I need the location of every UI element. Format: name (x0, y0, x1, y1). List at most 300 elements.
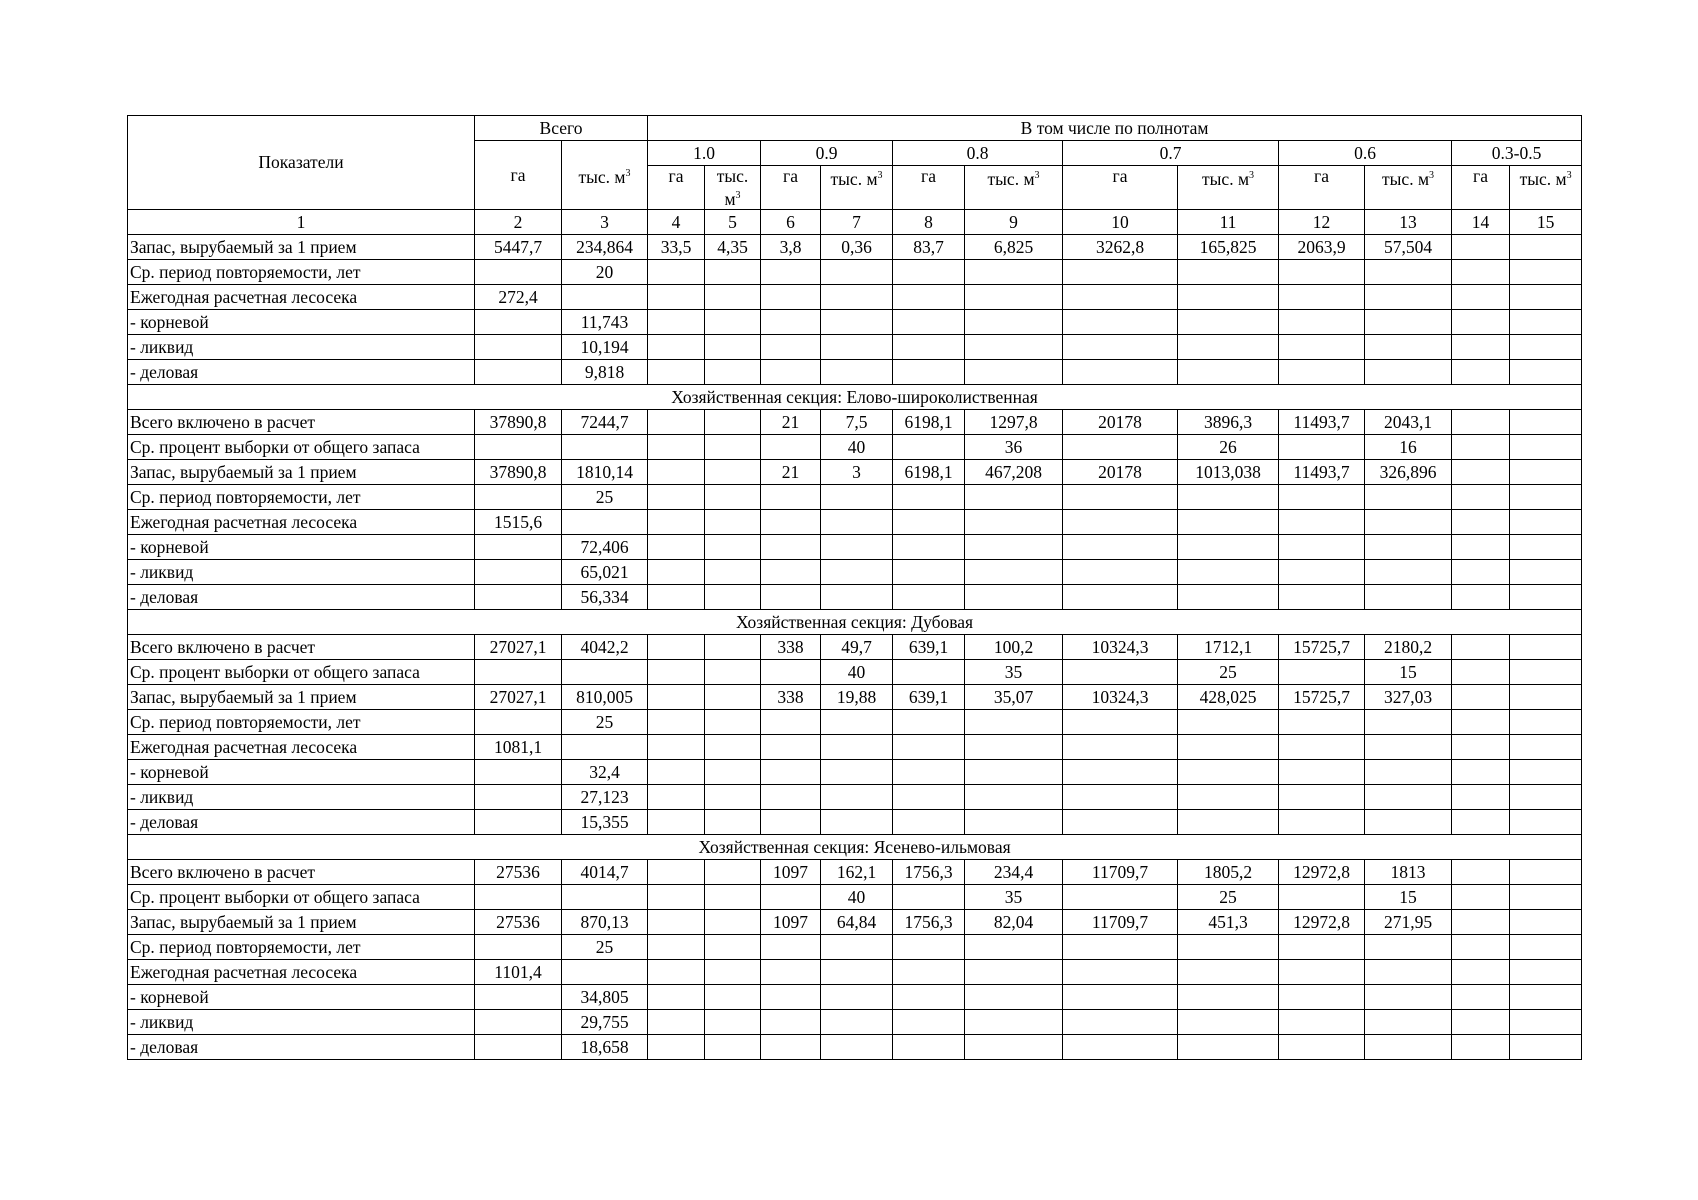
table-cell: 15,355 (562, 810, 648, 835)
table-cell (1063, 885, 1178, 910)
table-cell (761, 885, 821, 910)
table-cell (761, 535, 821, 560)
table-cell (475, 810, 562, 835)
row-label: - деловая (128, 810, 475, 835)
table-cell (1510, 360, 1582, 385)
column-number: 11 (1178, 210, 1279, 235)
table-cell (1178, 735, 1279, 760)
table-cell (648, 685, 705, 710)
table-cell (761, 310, 821, 335)
table-cell: 272,4 (475, 285, 562, 310)
table-cell (1279, 510, 1365, 535)
table-cell (648, 935, 705, 960)
table-cell (705, 960, 761, 985)
table-cell: 6198,1 (893, 460, 965, 485)
table-cell (1063, 435, 1178, 460)
table-cell (1279, 935, 1365, 960)
table-cell: 11,743 (562, 310, 648, 335)
column-number: 5 (705, 210, 761, 235)
table-cell (1279, 260, 1365, 285)
table-cell: 25 (1178, 660, 1279, 685)
table-cell (1452, 460, 1510, 485)
column-number: 6 (761, 210, 821, 235)
table-cell (761, 960, 821, 985)
table-row (128, 635, 1582, 660)
table-cell: 36 (965, 435, 1063, 460)
table-cell: 0,36 (821, 235, 893, 260)
table-cell (1063, 535, 1178, 560)
row-label: Ср. процент выборки от общего запаса (128, 660, 475, 685)
row-label: - ликвид (128, 1010, 475, 1035)
table-cell: 326,896 (1365, 460, 1452, 485)
table-cell: 65,021 (562, 560, 648, 585)
table-cell: 49,7 (821, 635, 893, 660)
table-cell (705, 435, 761, 460)
table-row (128, 285, 1582, 310)
table-cell (821, 535, 893, 560)
table-cell (475, 485, 562, 510)
table-cell (1178, 285, 1279, 310)
table-cell (1452, 710, 1510, 735)
table-cell (965, 735, 1063, 760)
row-label: Всего включено в расчет (128, 635, 475, 660)
table-cell (648, 660, 705, 685)
header-density-0-7: 0.7 (1063, 141, 1279, 166)
header-unit-vol: тыс. $м^3$ (821, 166, 893, 210)
table-cell (648, 760, 705, 785)
table-cell (1279, 735, 1365, 760)
table-cell (1452, 760, 1510, 785)
table-cell (821, 1035, 893, 1060)
table-cell (1178, 985, 1279, 1010)
table-cell (648, 735, 705, 760)
table-cell (475, 360, 562, 385)
table-cell (965, 985, 1063, 1010)
table-cell (705, 460, 761, 485)
table-cell (965, 560, 1063, 585)
table-cell (893, 710, 965, 735)
table-cell: 428,025 (1178, 685, 1279, 710)
row-label: Запас, вырубаемый за 1 прием (128, 685, 475, 710)
table-cell (562, 735, 648, 760)
row-label: Всего включено в расчет (128, 860, 475, 885)
table-cell: 3896,3 (1178, 410, 1279, 435)
table-cell (821, 1010, 893, 1035)
table-cell: 3 (821, 460, 893, 485)
table-header (128, 116, 1582, 235)
table-cell: 37890,8 (475, 460, 562, 485)
table-cell: 15 (1365, 660, 1452, 685)
table-cell (1452, 785, 1510, 810)
table-cell (893, 335, 965, 360)
table-cell (893, 585, 965, 610)
table-cell (965, 585, 1063, 610)
table-cell: 5447,7 (475, 235, 562, 260)
header-unit-ha: га (648, 166, 705, 210)
table-cell (821, 560, 893, 585)
table-cell (1279, 960, 1365, 985)
table-cell (1365, 810, 1452, 835)
table-row (128, 735, 1582, 760)
table-cell (1365, 1010, 1452, 1035)
table-cell: 40 (821, 435, 893, 460)
table-cell (1510, 510, 1582, 535)
table-cell (705, 785, 761, 810)
table-cell: 34,805 (562, 985, 648, 1010)
table-cell (761, 560, 821, 585)
table-row (128, 985, 1582, 1010)
table-cell: 1712,1 (1178, 635, 1279, 660)
table-cell (893, 285, 965, 310)
table-row (128, 435, 1582, 460)
table-row (128, 960, 1582, 985)
table-cell (1279, 660, 1365, 685)
row-label: Запас, вырубаемый за 1 прием (128, 910, 475, 935)
table-cell (893, 760, 965, 785)
table-cell (1510, 910, 1582, 935)
table-cell (1365, 935, 1452, 960)
table-cell (705, 485, 761, 510)
table-cell (1452, 985, 1510, 1010)
table-cell (1452, 635, 1510, 660)
table-cell (1452, 1035, 1510, 1060)
column-number: 8 (893, 210, 965, 235)
table-cell (965, 710, 1063, 735)
table-cell (1510, 710, 1582, 735)
table-row (128, 760, 1582, 785)
table-cell (562, 660, 648, 685)
table-cell (893, 260, 965, 285)
table-cell (1063, 985, 1178, 1010)
header-density-1-0: 1.0 (648, 141, 761, 166)
table-cell (475, 585, 562, 610)
table-cell (1365, 485, 1452, 510)
table-cell: 18,658 (562, 1035, 648, 1060)
table-row (128, 310, 1582, 335)
header-unit-ha: га (893, 166, 965, 210)
table-cell (893, 360, 965, 385)
table-cell (1452, 1010, 1510, 1035)
table-cell (1178, 260, 1279, 285)
table-cell (1063, 760, 1178, 785)
table-cell (475, 435, 562, 460)
column-number: 3 (562, 210, 648, 235)
table-cell (893, 810, 965, 835)
table-cell (761, 585, 821, 610)
header-by-density: В том числе по полнотам (648, 116, 1582, 141)
table-cell: 639,1 (893, 635, 965, 660)
table-cell (1365, 760, 1452, 785)
table-cell (648, 560, 705, 585)
row-label: Ежегодная расчетная лесосека (128, 960, 475, 985)
table-cell: 12972,8 (1279, 910, 1365, 935)
table-cell (1510, 860, 1582, 885)
header-unit-ha: га (1279, 166, 1365, 210)
table-cell (965, 1035, 1063, 1060)
table-cell: 11493,7 (1279, 410, 1365, 435)
table-cell (1178, 710, 1279, 735)
table-cell: 327,03 (1365, 685, 1452, 710)
table-cell: 82,04 (965, 910, 1063, 935)
table-cell: 3262,8 (1063, 235, 1178, 260)
table-cell: 4042,2 (562, 635, 648, 660)
table-cell: 10324,3 (1063, 635, 1178, 660)
table-cell (475, 760, 562, 785)
table-cell: 165,825 (1178, 235, 1279, 260)
table-cell: 25 (1178, 885, 1279, 910)
table-cell (1452, 260, 1510, 285)
table-cell (648, 860, 705, 885)
header-unit-vol: тыс. $м^3$ (1510, 166, 1582, 210)
column-number: 9 (965, 210, 1063, 235)
table-cell (1178, 935, 1279, 960)
table-cell: 639,1 (893, 685, 965, 710)
table-cell (648, 585, 705, 610)
table-cell (1279, 360, 1365, 385)
table-cell (1452, 960, 1510, 985)
column-number: 14 (1452, 210, 1510, 235)
table-cell (705, 935, 761, 960)
table-cell (1365, 985, 1452, 1010)
table-cell: 271,95 (1365, 910, 1452, 935)
table-cell (1063, 710, 1178, 735)
row-label: Всего включено в расчет (128, 410, 475, 435)
table-cell: 20178 (1063, 410, 1178, 435)
table-cell (1510, 985, 1582, 1010)
header-total-ha: га (475, 141, 562, 210)
table-cell (1510, 435, 1582, 460)
table-cell: 11493,7 (1279, 460, 1365, 485)
table-cell (475, 1035, 562, 1060)
table-cell (1178, 785, 1279, 810)
table-cell (893, 960, 965, 985)
table-cell (1452, 860, 1510, 885)
table-cell (648, 985, 705, 1010)
row-label: - корневой (128, 985, 475, 1010)
table-row (128, 710, 1582, 735)
table-cell: 100,2 (965, 635, 1063, 660)
table-row (128, 1035, 1582, 1060)
table-cell (705, 860, 761, 885)
table-cell (1178, 510, 1279, 535)
table-cell (821, 285, 893, 310)
table-cell (1510, 485, 1582, 510)
table-cell (1063, 660, 1178, 685)
table-cell (1063, 960, 1178, 985)
table-cell (965, 510, 1063, 535)
row-label: Ср. период повторяемости, лет (128, 935, 475, 960)
row-label: Ср. период повторяемости, лет (128, 485, 475, 510)
table-cell (648, 1035, 705, 1060)
table-cell: 234,4 (965, 860, 1063, 885)
table-cell: 64,84 (821, 910, 893, 935)
table-cell (893, 885, 965, 910)
table-cell: 1081,1 (475, 735, 562, 760)
table-cell: 1515,6 (475, 510, 562, 535)
table-cell (1178, 1010, 1279, 1035)
table-cell (1365, 735, 1452, 760)
table-row (128, 410, 1582, 435)
table-cell (705, 510, 761, 535)
table-cell (1510, 585, 1582, 610)
table-cell: 451,3 (1178, 910, 1279, 935)
table-row (128, 360, 1582, 385)
table-row (128, 235, 1582, 260)
table-cell (1178, 585, 1279, 610)
table-cell (761, 1035, 821, 1060)
table-cell (1365, 1035, 1452, 1060)
table-cell (761, 360, 821, 385)
column-number: 12 (1279, 210, 1365, 235)
table-cell: 1097 (761, 860, 821, 885)
table-cell (761, 260, 821, 285)
table-cell (893, 985, 965, 1010)
row-label: - ликвид (128, 335, 475, 360)
table-cell (648, 535, 705, 560)
table-cell (1510, 785, 1582, 810)
table-cell (1063, 335, 1178, 360)
table-row (128, 685, 1582, 710)
table-cell: 9,818 (562, 360, 648, 385)
table-cell (761, 785, 821, 810)
table-cell (705, 1010, 761, 1035)
table-cell (821, 585, 893, 610)
row-label: Ср. период повторяемости, лет (128, 710, 475, 735)
table-cell (1178, 560, 1279, 585)
header-unit-ha: га (761, 166, 821, 210)
table-cell (705, 335, 761, 360)
table-cell: 338 (761, 685, 821, 710)
table-cell (1452, 660, 1510, 685)
table-cell (1510, 285, 1582, 310)
table-cell (648, 335, 705, 360)
table-cell (705, 410, 761, 435)
table-cell (1510, 685, 1582, 710)
table-row (128, 860, 1582, 885)
row-label: - деловая (128, 1035, 475, 1060)
table-cell (1452, 535, 1510, 560)
table-cell (821, 710, 893, 735)
table-cell: 27536 (475, 910, 562, 935)
table-cell (1510, 635, 1582, 660)
table-cell: 1805,2 (1178, 860, 1279, 885)
table-cell (705, 660, 761, 685)
table-cell (1279, 310, 1365, 335)
table-cell (1510, 810, 1582, 835)
table-cell (965, 285, 1063, 310)
table-cell (705, 585, 761, 610)
table-cell (1279, 1010, 1365, 1035)
table-cell (705, 1035, 761, 1060)
table-cell (475, 560, 562, 585)
table-cell: 162,1 (821, 860, 893, 885)
table-cell (1365, 510, 1452, 535)
table-cell: 6198,1 (893, 410, 965, 435)
table-cell (1279, 985, 1365, 1010)
table-cell: 7244,7 (562, 410, 648, 435)
table-cell: 11709,7 (1063, 910, 1178, 935)
table-cell (1063, 560, 1178, 585)
table-cell (1178, 960, 1279, 985)
table-cell (1452, 885, 1510, 910)
table-cell (1510, 460, 1582, 485)
table-cell (1452, 235, 1510, 260)
table-cell (1365, 335, 1452, 360)
table-cell: 4014,7 (562, 860, 648, 885)
table-cell: 2043,1 (1365, 410, 1452, 435)
table-cell (1063, 310, 1178, 335)
table-cell (475, 660, 562, 685)
table-cell: 870,13 (562, 910, 648, 935)
table-cell (705, 360, 761, 385)
table-cell (1365, 560, 1452, 585)
table-cell: 83,7 (893, 235, 965, 260)
table-cell (1510, 560, 1582, 585)
table-cell (965, 535, 1063, 560)
table-cell (761, 660, 821, 685)
table-cell: 2063,9 (1279, 235, 1365, 260)
row-label: Ср. период повторяемости, лет (128, 260, 475, 285)
table-cell (821, 785, 893, 810)
column-number: 10 (1063, 210, 1178, 235)
section-row (128, 610, 1582, 635)
table-cell (1063, 1010, 1178, 1035)
table-cell (1178, 535, 1279, 560)
table-cell (1452, 485, 1510, 510)
section-title: Хозяйственная секция: Дубовая (128, 610, 1582, 635)
table-cell (761, 285, 821, 310)
table-cell (1063, 1035, 1178, 1060)
table-cell: 35,07 (965, 685, 1063, 710)
table-row (128, 460, 1582, 485)
table-cell: 1813 (1365, 860, 1452, 885)
table-cell (821, 960, 893, 985)
table-cell: 1101,4 (475, 960, 562, 985)
table-cell (1279, 710, 1365, 735)
table-cell (1452, 360, 1510, 385)
table-cell (1510, 335, 1582, 360)
table-cell (475, 310, 562, 335)
row-label: - деловая (128, 585, 475, 610)
table-cell: 27027,1 (475, 685, 562, 710)
table-cell (893, 660, 965, 685)
table-cell (1279, 535, 1365, 560)
table-cell: 15 (1365, 885, 1452, 910)
table-cell: 6,825 (965, 235, 1063, 260)
table-cell: 11709,7 (1063, 860, 1178, 885)
table-row (128, 585, 1582, 610)
row-label: - ликвид (128, 785, 475, 810)
table-row (128, 485, 1582, 510)
table-cell (705, 260, 761, 285)
table-cell (1510, 310, 1582, 335)
table-cell (1365, 785, 1452, 810)
table-cell: 3,8 (761, 235, 821, 260)
table-cell (648, 410, 705, 435)
table-cell (893, 435, 965, 460)
table-cell (1510, 235, 1582, 260)
table-cell (893, 935, 965, 960)
table-cell (1279, 760, 1365, 785)
table-row (128, 260, 1582, 285)
table-cell: 57,504 (1365, 235, 1452, 260)
table-cell (1510, 885, 1582, 910)
row-label: Ежегодная расчетная лесосека (128, 285, 475, 310)
row-label: Запас, вырубаемый за 1 прием (128, 460, 475, 485)
table-cell (648, 960, 705, 985)
table-cell (1452, 285, 1510, 310)
table-cell (1510, 935, 1582, 960)
